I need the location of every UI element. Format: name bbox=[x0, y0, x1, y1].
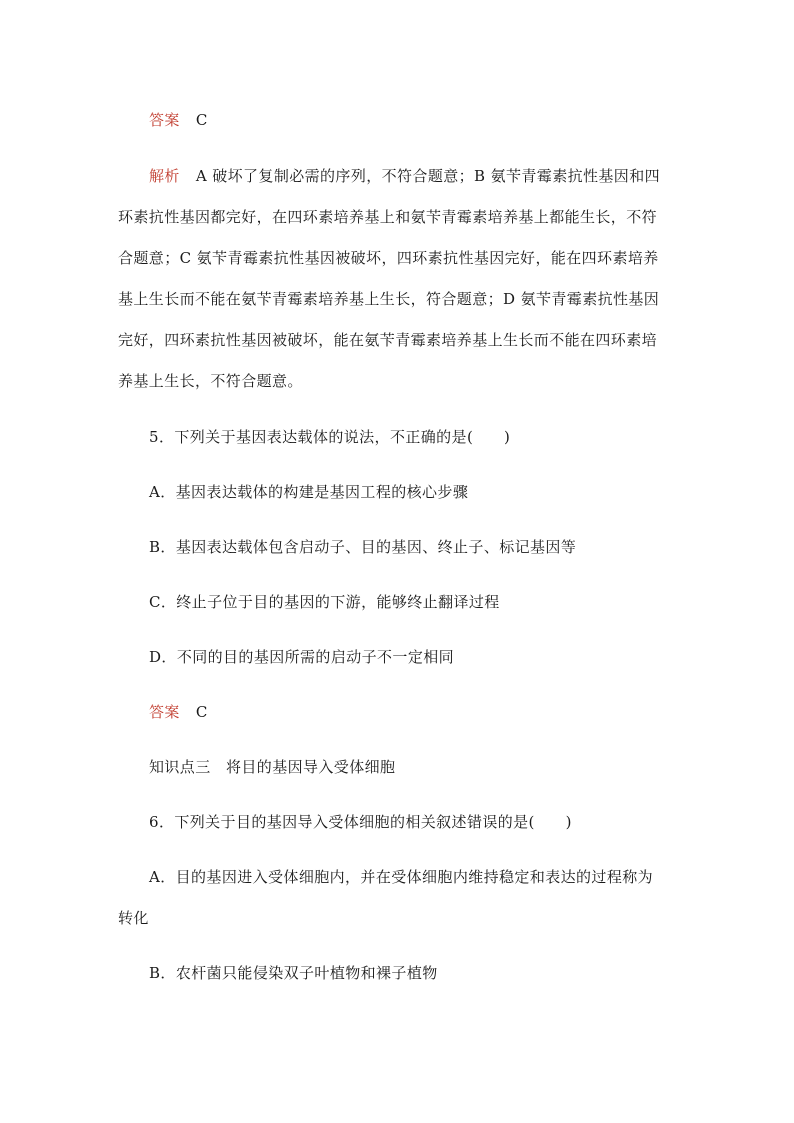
answer-value: C bbox=[195, 111, 208, 129]
answer-label: 答案 bbox=[149, 703, 180, 721]
question-5-option-c: C．终止子位于目的基因的下游，能够终止翻译过程 bbox=[149, 593, 500, 611]
question-5-stem: 5．下列关于基因表达载体的说法，不正确的是( ) bbox=[149, 428, 511, 446]
answer-line-1 bbox=[149, 110, 208, 130]
answer-value: C bbox=[195, 703, 208, 721]
analysis-text: A 破坏了复制必需的序列，不符合题意；B 氨苄青霉素抗性基因和四 bbox=[195, 167, 661, 185]
analysis-label: 解析 bbox=[149, 167, 180, 185]
analysis-line-3: 合题意；C 氨苄青霉素抗性基因被破坏，四环素抗性基因完好，能在四环素培养 bbox=[118, 249, 659, 267]
question-5-option-b: B．基因表达载体包含启动子、目的基因、终止子、标记基因等 bbox=[149, 538, 577, 556]
analysis-line-6: 养基上生长，不符合题意。 bbox=[118, 372, 303, 390]
question-5-option-d: D．不同的目的基因所需的启动子不一定相同 bbox=[149, 648, 455, 666]
question-6-stem: 6．下列关于目的基因导入受体细胞的相关叙述错误的是( ) bbox=[149, 813, 572, 831]
question-6-option-a-cont: 转化 bbox=[118, 909, 149, 927]
question-6-option-a: A．目的基因进入受体细胞内，并在受体细胞内维持稳定和表达的过程称为 bbox=[149, 868, 654, 886]
analysis-line-4: 基上生长而不能在氨苄青霉素培养基上生长，符合题意；D 氨苄青霉素抗性基因 bbox=[118, 290, 660, 308]
analysis-line-5: 完好，四环素抗性基因被破坏，能在氨苄青霉素培养基上生长而不能在四环素培 bbox=[118, 331, 658, 349]
answer-line-2 bbox=[149, 702, 208, 722]
answer-label: 答案 bbox=[149, 111, 180, 129]
analysis-line-1 bbox=[149, 166, 660, 186]
section-heading: 知识点三 将目的基因导入受体细胞 bbox=[149, 758, 396, 776]
question-5-option-a: A．基因表达载体的构建是基因工程的核心步骤 bbox=[149, 483, 469, 501]
analysis-line-2: 环素抗性基因都完好，在四环素培养基上和氨苄青霉素培养基上都能生长，不符 bbox=[118, 208, 658, 226]
question-6-option-b: B．农杆菌只能侵染双子叶植物和裸子植物 bbox=[149, 964, 438, 982]
